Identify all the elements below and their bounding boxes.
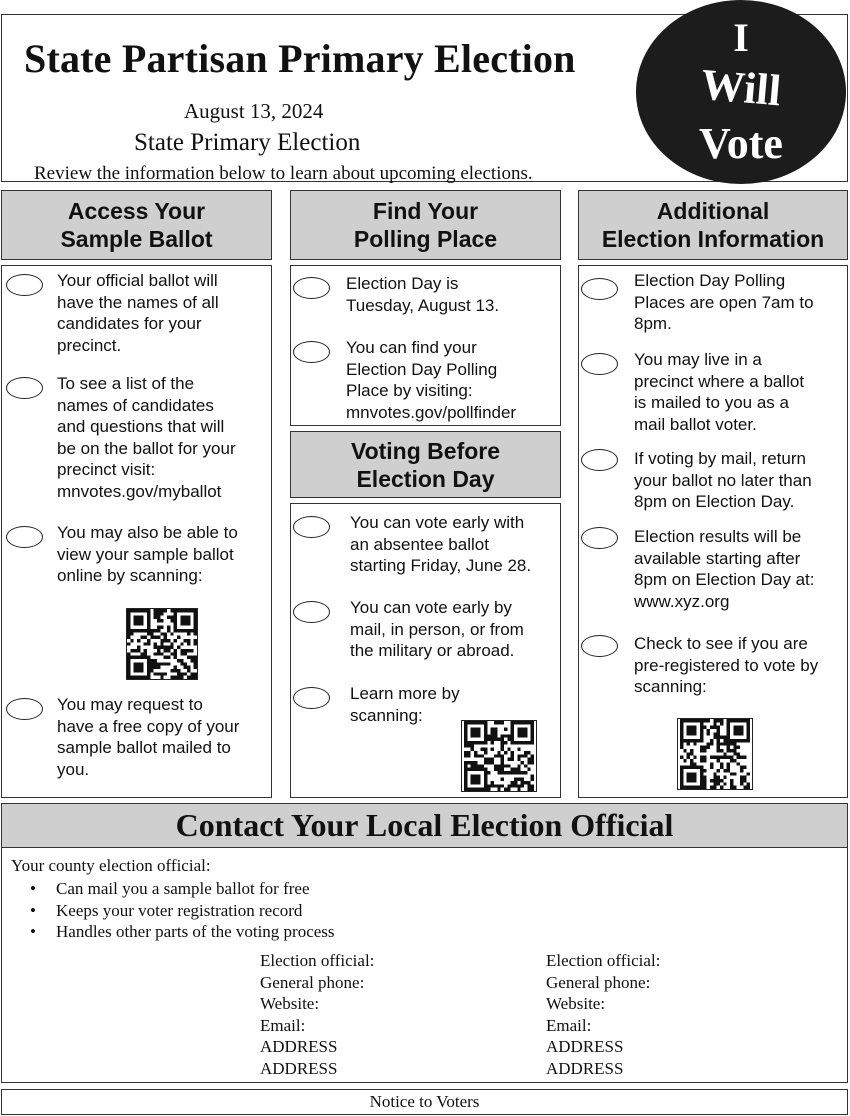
list-item: Election results will be available starting after 8pm on Election Day at: www.xyz.org	[634, 527, 815, 611]
official-field: Website:	[546, 994, 606, 1013]
item-bubble	[293, 687, 330, 709]
results-url: www.xyz.org	[634, 591, 730, 611]
item-bubble	[581, 527, 618, 549]
item-bubble	[6, 377, 43, 399]
heading-line: Polling Place	[353, 226, 498, 252]
official-field: Email:	[546, 1015, 592, 1035]
item-bubble	[581, 449, 618, 471]
item-bubble	[293, 601, 330, 623]
item-bubble	[581, 353, 618, 375]
badge-word-vote: Vote	[699, 119, 783, 168]
list-item: Learn more by scanning:	[350, 684, 460, 725]
notice-footer: Notice to Voters	[1, 1089, 848, 1115]
official-field: ADDRESS	[260, 1058, 338, 1078]
heading-line: Additional	[656, 198, 770, 224]
official-field: ADDRESS	[546, 1037, 624, 1056]
i-will-vote-badge	[636, 0, 846, 184]
official-contact-block	[260, 950, 374, 1079]
item-bubble	[6, 526, 43, 548]
list-item: You can vote early with an absentee ballot starting Friday, June 28.	[350, 513, 532, 575]
official-field: Website:	[260, 994, 320, 1013]
list-item: • Keeps your voter registration record	[30, 900, 335, 922]
voting-before-heading	[290, 431, 561, 498]
qr-code-icon	[461, 720, 537, 792]
contact-heading: Contact Your Local Election Official	[2, 804, 847, 848]
official-field: General phone:	[260, 972, 365, 992]
item-bubble	[6, 274, 43, 296]
list-item: You can find your Election Day Polling Place by visiting: mnvotes.gov/pollfinder	[346, 338, 517, 422]
list-item: If voting by mail, return your ballot no later than 8pm on Election Day.	[634, 449, 812, 511]
item-bubble	[293, 516, 330, 538]
item-bubble	[581, 635, 618, 657]
additional-info-panel	[578, 265, 848, 798]
badge-word-i: I	[733, 15, 749, 60]
list-item: Your official ballot will have the names of all candidates for your precinct.	[57, 271, 219, 355]
county-official-label: Your county election official:	[11, 856, 211, 875]
list-item: Election Day Polling Places are open 7am to 8pm.	[634, 271, 814, 333]
polling-place-heading	[290, 190, 561, 260]
list-item: Election Day is Tuesday, August 13.	[346, 274, 500, 315]
voting-before-panel	[290, 503, 561, 798]
election-date: August 13, 2024	[184, 99, 324, 123]
item-bubble	[293, 277, 330, 299]
heading-line: Sample Ballot	[60, 226, 213, 252]
list-item: To see a list of the names of candidates and questions that will be on the ballot for your precinct visit: mnvotes.gov/myballot	[57, 374, 236, 501]
election-subtitle: State Primary Election	[134, 129, 361, 156]
list-item: You can vote early by mail, in person, or from the military or abroad.	[350, 598, 524, 660]
heading-line: Election Day	[356, 465, 495, 492]
qr-code-icon	[126, 608, 198, 680]
official-contact-block	[546, 950, 660, 1079]
polling-place-panel	[290, 265, 561, 426]
official-field: ADDRESS	[260, 1037, 338, 1056]
qr-code-icon	[677, 718, 753, 790]
heading-line: Election Information	[601, 226, 825, 252]
page-title: State Partisan Primary Election	[24, 36, 576, 81]
list-item: • Can mail you a sample ballot for free	[30, 878, 335, 900]
sample-ballot-heading	[1, 190, 272, 260]
additional-info-heading	[578, 190, 848, 260]
badge-word-will: Will	[699, 59, 783, 116]
list-item: Check to see if you are pre-registered to vote by scanning:	[634, 634, 819, 696]
official-field: Email:	[260, 1015, 306, 1035]
official-field: General phone:	[546, 972, 651, 992]
list-item: You may also be able to view your sample ballot online by scanning:	[57, 523, 238, 585]
list-item: • Handles other parts of the voting process	[30, 921, 335, 943]
list-item: You may request to have a free copy of your sample ballot mailed to you.	[57, 695, 240, 779]
review-instructions: Review the information below to learn about upcoming elections.	[34, 163, 533, 184]
item-bubble	[6, 698, 43, 720]
official-field: Election official:	[260, 951, 375, 970]
list-item: You may live in a precinct where a ballot is mailed to you as a mail ballot voter.	[634, 350, 805, 434]
official-field: Election official:	[546, 951, 661, 970]
duties-list	[30, 878, 335, 943]
pollfinder-url: mnvotes.gov/pollfinder	[346, 402, 517, 422]
item-bubble	[293, 341, 330, 363]
heading-line: Access Your	[67, 198, 206, 224]
heading-line: Find Your	[372, 198, 479, 224]
item-bubble	[581, 278, 618, 300]
heading-line: Voting Before	[350, 437, 501, 464]
sample-ballot-panel	[1, 265, 272, 798]
myballot-url: mnvotes.gov/myballot	[57, 481, 222, 501]
official-field: ADDRESS	[546, 1058, 624, 1078]
contact-panel	[1, 803, 848, 1083]
